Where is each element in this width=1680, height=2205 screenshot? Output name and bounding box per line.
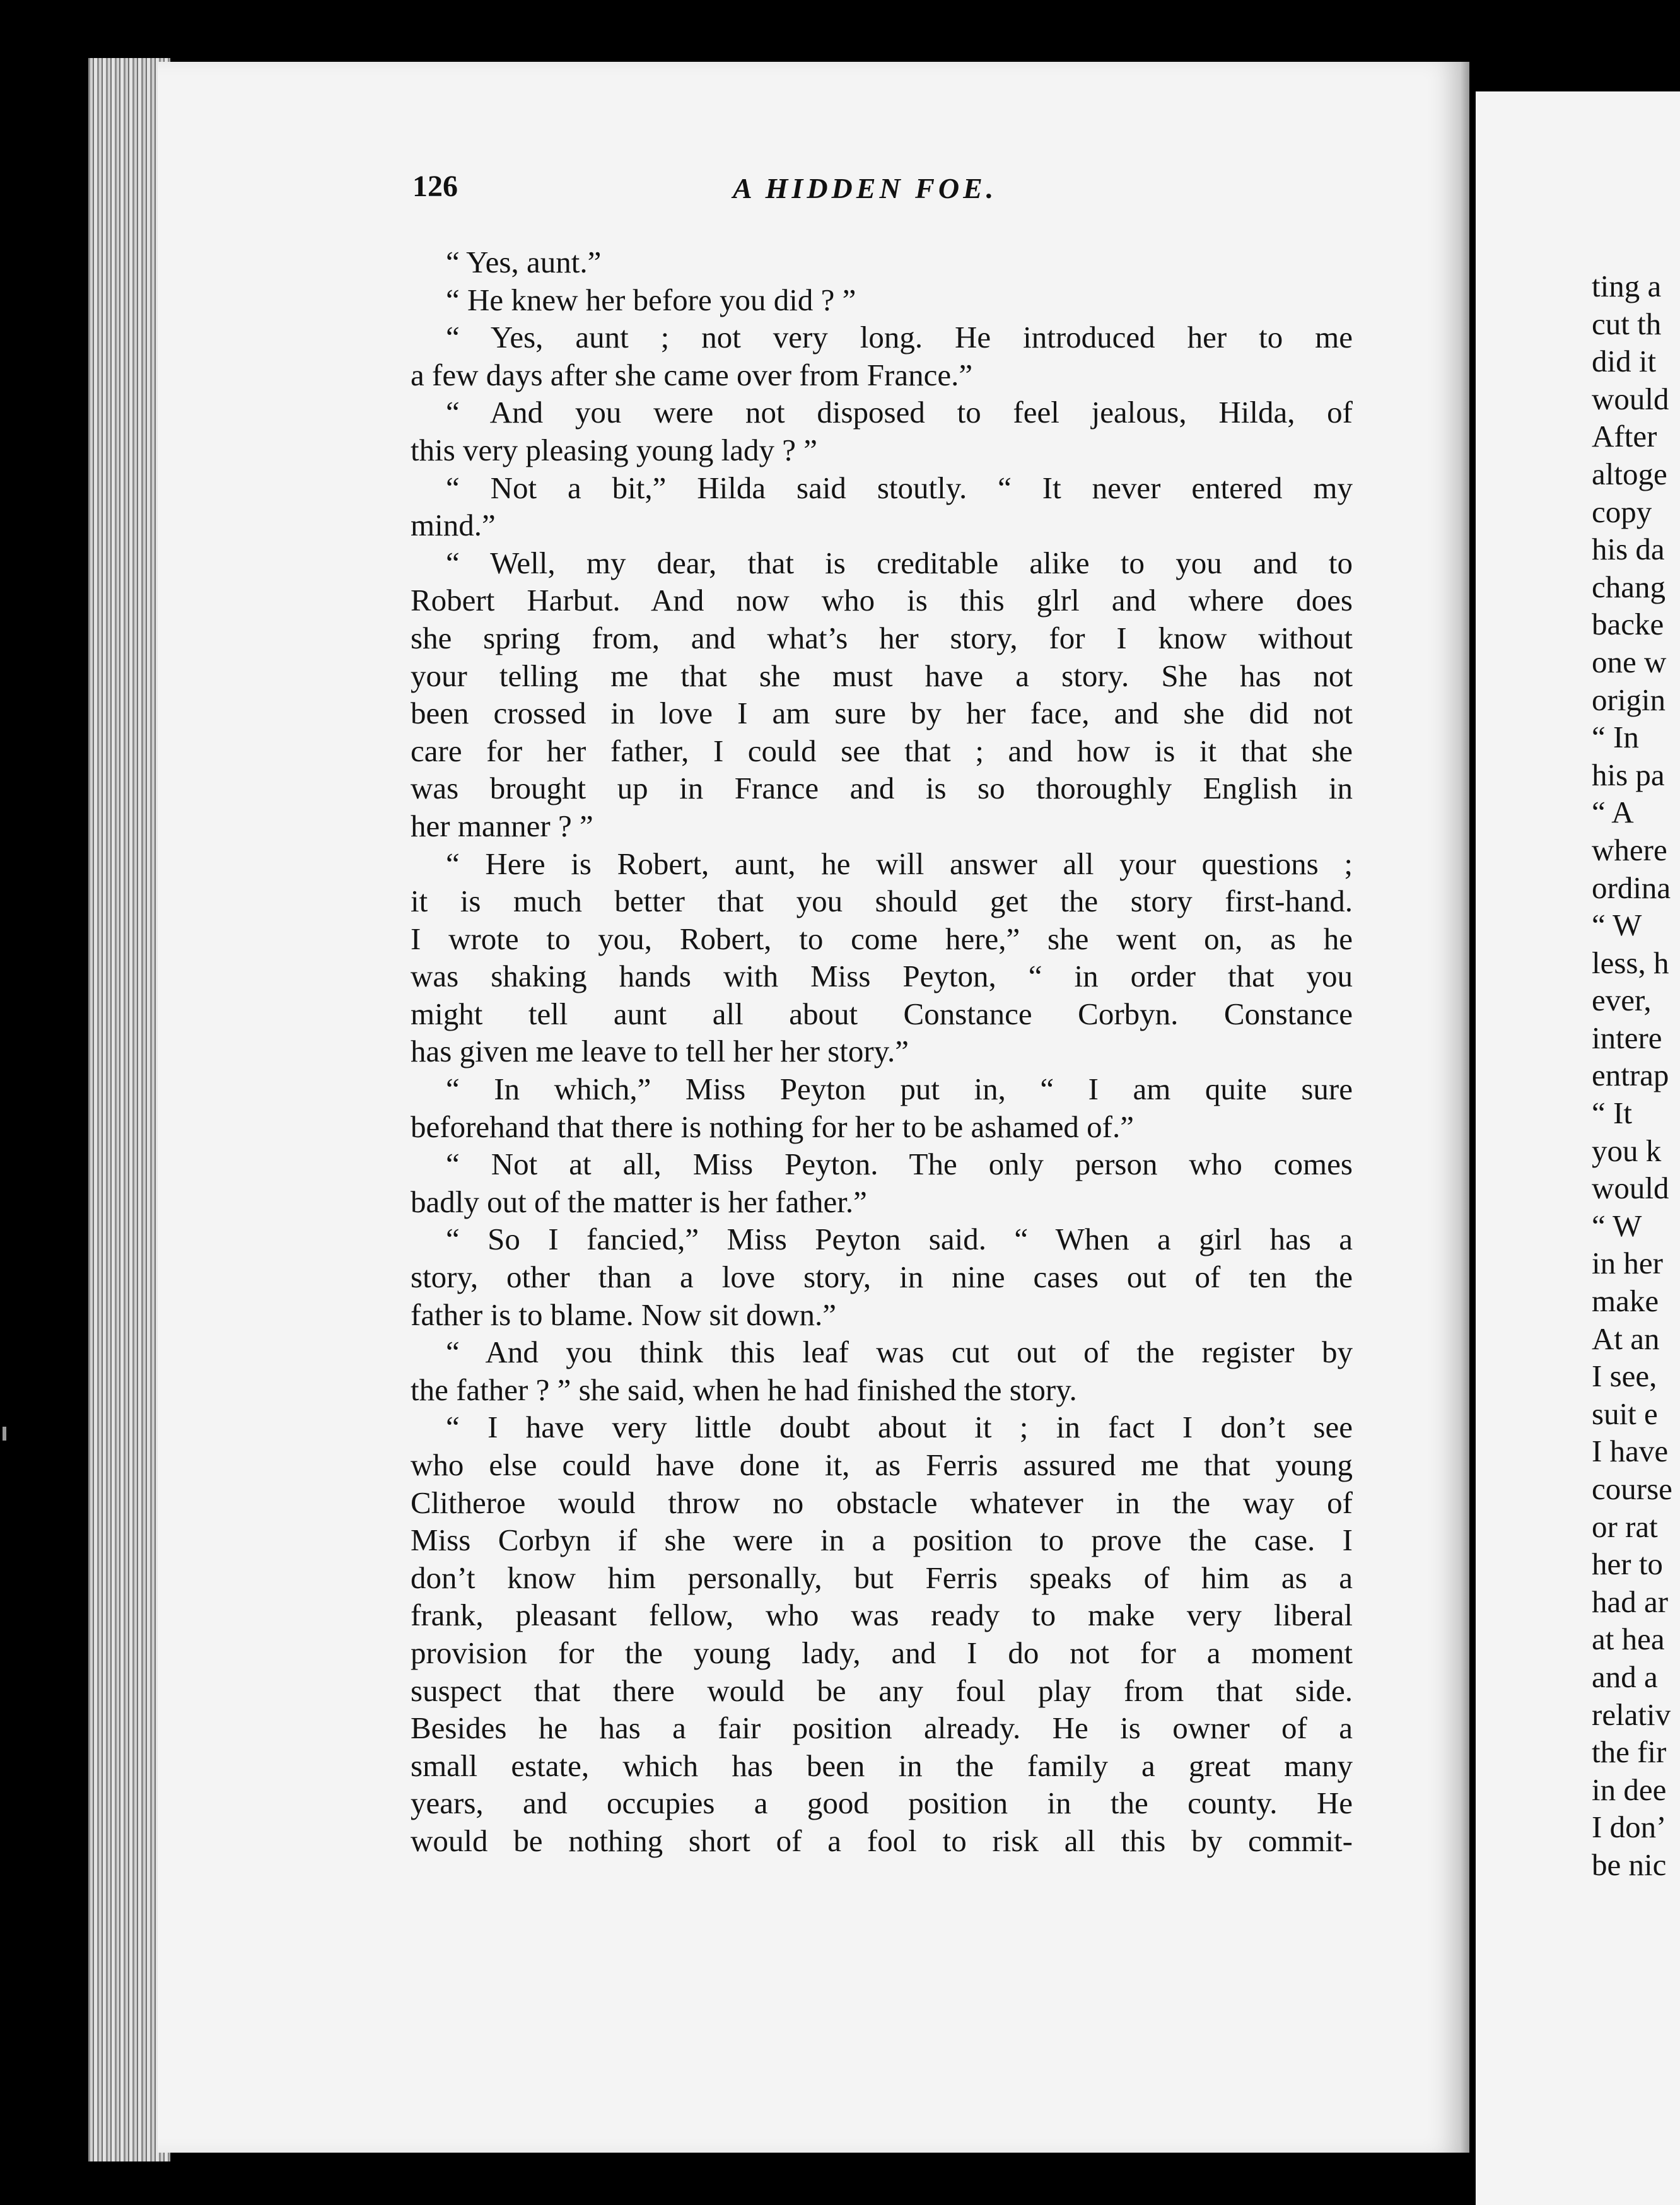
text-line: been crossed in love I am sure by her face, and she did not <box>411 696 1353 731</box>
text-line: “ Not a bit,” Hilda said stoutly. “ It never entered my <box>446 470 1353 505</box>
text-line: frank, pleasant fellow, who was ready to make very liberal <box>411 1598 1353 1633</box>
text-line: “ He knew her before you did ? ” <box>446 282 856 317</box>
right-text-line: After <box>1592 419 1657 454</box>
scan-mark <box>3 1427 6 1441</box>
text-line: has given me leave to tell her her story.” <box>411 1034 909 1069</box>
right-text-line: did it <box>1592 344 1657 379</box>
right-text-line: I have <box>1592 1434 1669 1469</box>
right-text-line: ever, <box>1592 983 1652 1018</box>
text-line: suspect that there would be any foul play from that side. <box>411 1673 1353 1708</box>
text-line: Clitheroe would throw no obstacle whatever in the way of <box>411 1485 1353 1520</box>
text-line: “ Here is Robert, aunt, he will answer all your questions ; <box>446 846 1353 881</box>
right-text-line: chang <box>1592 569 1665 604</box>
right-text-line: “ W <box>1592 1208 1642 1243</box>
text-line: “ Not at all, Miss Peyton. The only person who comes <box>446 1147 1353 1182</box>
text-line: “ And you were not disposed to feel jealous, Hilda, of <box>446 395 1353 430</box>
right-text-line: less, h <box>1592 945 1669 980</box>
text-line: who else could have done it, as Ferris assured me that young <box>411 1448 1353 1482</box>
right-text-line: would <box>1592 381 1669 416</box>
text-line: “ Well, my dear, that is creditable alike to you and to <box>446 545 1353 580</box>
right-text-line: intere <box>1592 1020 1662 1055</box>
right-text-line: be nic <box>1592 1847 1667 1882</box>
page-gutter <box>1460 62 1469 2153</box>
right-text-line: you k <box>1592 1133 1662 1168</box>
right-text-line: entrap <box>1592 1058 1669 1093</box>
right-text-line: one w <box>1592 644 1667 679</box>
right-text-line: or rat <box>1592 1509 1658 1544</box>
text-line: “ Yes, aunt ; not very long. He introduced her to me <box>446 320 1353 355</box>
right-text-line: backe <box>1592 607 1664 642</box>
right-text-line: origin <box>1592 682 1666 717</box>
right-text-line: “ A <box>1592 795 1634 830</box>
text-line: might tell aunt all about Constance Corbyn. Constance <box>411 996 1353 1031</box>
text-line: mind.” <box>411 508 496 543</box>
text-line: Besides he has a fair position already. He is owner of a <box>411 1711 1353 1746</box>
right-text-line: his da <box>1592 532 1665 567</box>
right-text-line: relativ <box>1592 1697 1671 1732</box>
running-head: A HIDDEN FOE. <box>733 172 998 204</box>
text-line: would be nothing short of a fool to risk all this by commit- <box>411 1823 1353 1858</box>
text-line: a few days after she came over from France.” <box>411 357 973 392</box>
text-line: I wrote to you, Robert, to come here,” she went on, as he <box>411 921 1353 956</box>
text-line: years, and occupies a good position in the county. He <box>411 1786 1353 1821</box>
text-line: story, other than a love story, in nine cases out of ten the <box>411 1260 1353 1295</box>
right-text-line: I see, <box>1592 1359 1657 1394</box>
right-text-line: and a <box>1592 1659 1658 1694</box>
text-line: don’t know him personally, but Ferris speaks of him as a <box>411 1560 1353 1595</box>
right-text-line: cut th <box>1592 306 1662 341</box>
text-line: “ I have very little doubt about it ; in fact I don’t see <box>446 1410 1353 1445</box>
right-text-line: where <box>1592 832 1667 867</box>
text-line: this very pleasing young lady ? ” <box>411 432 818 467</box>
page-number: 126 <box>412 170 458 203</box>
text-line: it is much better that you should get the story first-hand. <box>411 884 1353 919</box>
text-line: badly out of the matter is her father.” <box>411 1184 867 1219</box>
text-line: care for her father, I could see that ; and how is it that she <box>411 733 1353 768</box>
right-text-line: “ W <box>1592 908 1642 943</box>
text-line: the father ? ” she said, when he had finished the story. <box>411 1372 1077 1407</box>
text-line: beforehand that there is nothing for her to be ashamed of.” <box>411 1109 1135 1144</box>
text-line: provision for the young lady, and I do not for a moment <box>411 1635 1353 1670</box>
right-text-line: altoge <box>1592 456 1667 491</box>
right-text-line: suit e <box>1592 1396 1658 1431</box>
right-text-line: the fir <box>1592 1734 1667 1770</box>
right-text-line: course <box>1592 1471 1672 1506</box>
right-text-line: at hea <box>1592 1622 1665 1657</box>
text-line: your telling me that she must have a story. She has not <box>411 658 1353 693</box>
right-text-line: in dee <box>1592 1772 1667 1807</box>
text-line: father is to blame. Now sit down.” <box>411 1297 836 1332</box>
right-text-line: copy <box>1592 494 1652 529</box>
right-text-line: in her <box>1592 1246 1663 1281</box>
right-text-line: her to <box>1592 1547 1663 1582</box>
right-text-line: ting a <box>1592 269 1662 303</box>
right-text-line: would <box>1592 1171 1669 1206</box>
text-line: “ So I fancied,” Miss Peyton said. “ When a girl has a <box>446 1222 1353 1257</box>
right-text-line: had ar <box>1592 1584 1669 1619</box>
right-text-line: ordina <box>1592 870 1671 905</box>
right-text-line: “ In <box>1592 720 1639 755</box>
right-text-line: his pa <box>1592 757 1665 792</box>
text-line: “ And you think this leaf was cut out of the register by <box>446 1335 1353 1370</box>
text-line: “ Yes, aunt.” <box>446 245 602 279</box>
right-text-line: make <box>1592 1284 1659 1319</box>
text-line: she spring from, and what’s her story, for I know without <box>411 620 1353 655</box>
text-line: Robert Harbut. And now who is this glrl and where does <box>411 583 1353 618</box>
text-line: small estate, which has been in the family a great many <box>411 1748 1353 1783</box>
right-page-text <box>1592 267 1680 1884</box>
left-page-text <box>411 243 1353 1860</box>
text-line: her manner ? ” <box>411 808 593 843</box>
text-line: “ In which,” Miss Peyton put in, “ I am quite sure <box>446 1072 1353 1107</box>
text-line: was shaking hands with Miss Peyton, “ in order that you <box>411 959 1353 994</box>
right-text-line: “ It <box>1592 1096 1632 1131</box>
text-line: was brought up in France and is so thoroughly English in <box>411 771 1353 806</box>
right-text-line: I don’ <box>1592 1810 1667 1845</box>
text-line: Miss Corbyn if she were in a position to prove the case. I <box>411 1523 1353 1558</box>
right-text-line: At an <box>1592 1321 1660 1356</box>
